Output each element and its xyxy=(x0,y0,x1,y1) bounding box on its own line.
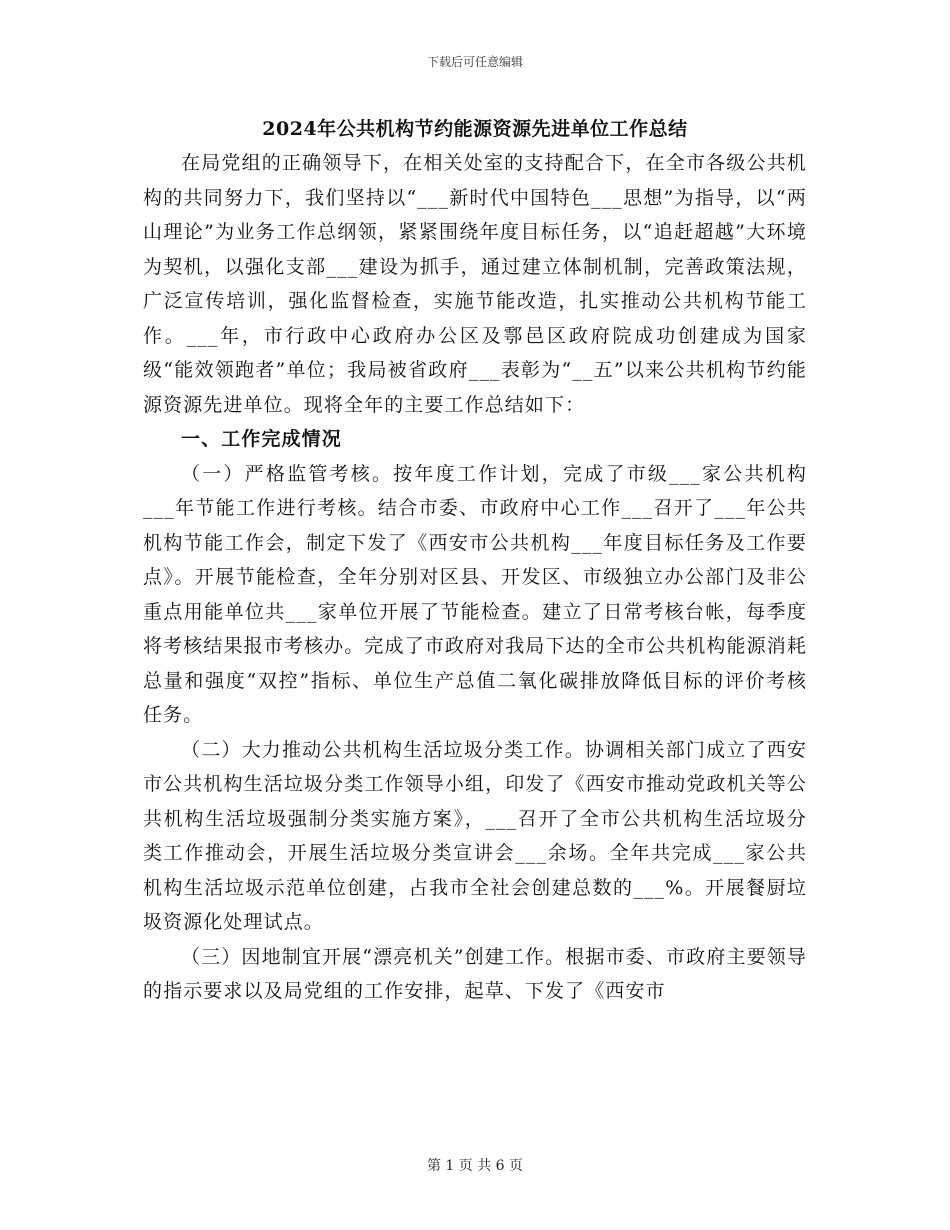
document-body xyxy=(143,146,807,1009)
intro-paragraph: 在局党组的正确领导下，在相关处室的支持配合下，在全市各级公共机构的共同努力下，我们坚持以“___新时代中国特色___思想”为指导，以“两山理论”为业务工作总纲领，紧紧围绕年度目标任务，以“追赶超越”大环境为契机，以强化支部___建设为抓手，通过建立体制机制，完善政策法规，广泛宣传培训，强化监督检查，实施节能改造，扎实推动公共机构节能工作。___年，市行政中心政府办公区及鄠邑区政府院成功创建成为国家级“能效领跑者”单位；我局被省政府___表彰为“__五”以来公共机构节约能源资源先进单位。现将全年的主要工作总结如下： xyxy=(143,152,807,416)
page-footer: 第 1 页 共 6 页 xyxy=(426,1158,524,1174)
section-heading: 一、工作完成情况 xyxy=(181,428,342,450)
section-paragraph-2: （二）大力推动公共机构生活垃圾分类工作。协调相关部门成立了西安市公共机构生活垃圾分类工作领导小组，印发了《西安市推动党政机关等公共机构生活垃圾强制分类实施方案》，___召开了全市公共机构生活垃圾分类工作推动会，开展生活垃圾分类宣讲会___余场。全年共完成___家公共机构生活垃圾示范单位创建，占我市全社会创建总数的___%。开展餐厨垃圾资源化处理试点。 xyxy=(143,738,807,933)
section-paragraph-3: （三）因地制宜开展“漂亮机关”创建工作。根据市委、市政府主要领导的指示要求以及局党组的工作安排，起草、下发了《西安市 xyxy=(143,945,807,1002)
document-title: 2024年公共机构节约能源资源先进单位工作总结 xyxy=(262,118,688,140)
section-paragraph-1: （一）严格监管考核。按年度工作计划，完成了市级___家公共机构___年节能工作进行考核。结合市委、市政府中心工作___召开了___年公共机构节能工作会，制定下发了《西安市公共机构___年度目标任务及工作要点》。开展节能检查，全年分别对区县、开发区、市级独立办公部门及非公重点用能单位共___家单位开展了节能检查。建立了日常考核台帐，每季度将考核结果报市考核办。完成了市政府对我局下达的全市公共机构能源消耗总量和强度“双控”指标、单位生产总值二氧化碳排放降低目标的评价考核任务。 xyxy=(143,462,807,726)
header-note: 下载后可任意编辑 xyxy=(426,55,523,69)
